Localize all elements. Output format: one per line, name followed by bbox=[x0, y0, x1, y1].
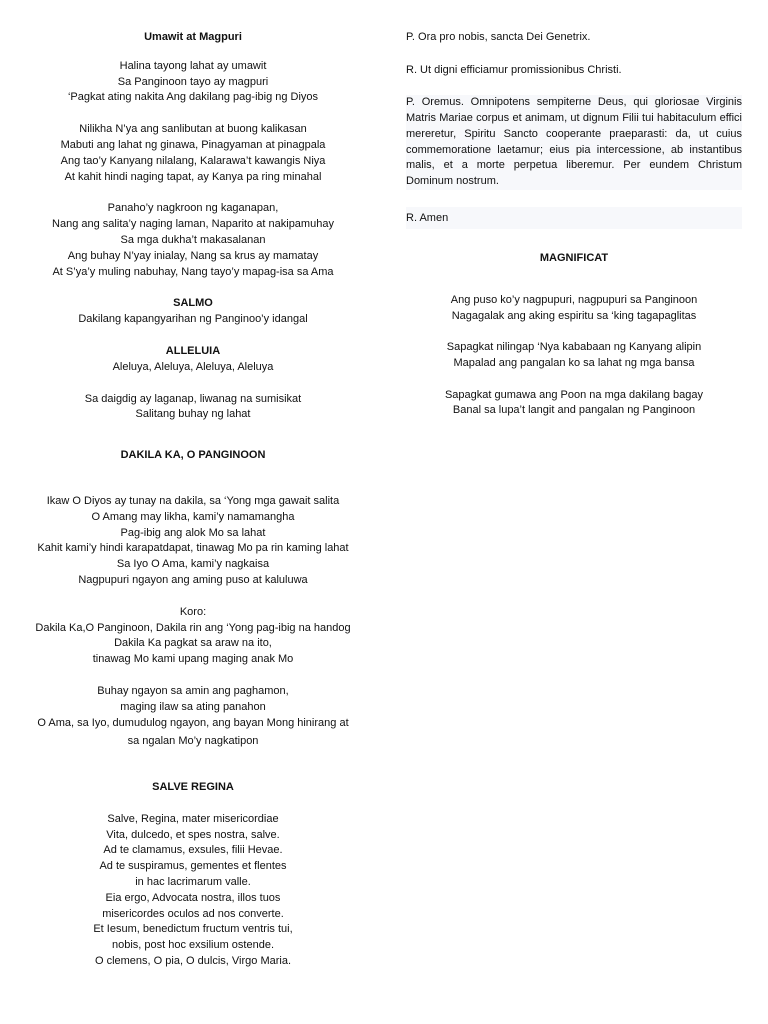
lyric-line: Pag-ibig ang alok Mo sa lahat bbox=[120, 526, 266, 539]
alleluia-verse-line: Sa daigdig ay laganap, liwanag na sumisikat bbox=[84, 392, 302, 405]
dakila-koro bbox=[18, 605, 368, 668]
lyric-line: Mapalad ang pangalan ko sa lahat ng mga bansa bbox=[453, 356, 695, 369]
magnificat-title: MAGNIFICAT bbox=[539, 251, 609, 264]
prayer-line: Vita, dulcedo, et spes nostra, salve. bbox=[106, 828, 280, 841]
lyric-line: Sapagkat nilingap ‘Nya kababaan ng Kanyang alipin bbox=[446, 341, 702, 354]
lyric-line: ‘Pagkat ating nakita Ang dakilang pag-ibig ng Diyos bbox=[67, 91, 319, 104]
lyric-line: tinawag Mo kami upang maging anak Mo bbox=[92, 653, 294, 666]
lyric-line: Sa mga dukha’t makasalanan bbox=[120, 233, 266, 246]
lyric-line: Nagagalak ang aking espiritu sa ‘king tagapaglitas bbox=[451, 309, 697, 322]
dakila-stanza-1 bbox=[18, 494, 368, 589]
lyric-line: maging ilaw sa ating panahon bbox=[120, 700, 266, 713]
prayer-r1: R. Ut digni efficiamur promissionibus Christi. bbox=[406, 63, 622, 76]
lyric-line: Ang buhay N’yay inialay, Nang sa krus ay mamatay bbox=[67, 249, 319, 262]
lyric-line: Nilikha N’ya ang sanlibutan at buong kalikasan bbox=[79, 123, 307, 136]
lyric-line: Buhay ngayon sa amin ang paghamon, bbox=[97, 684, 289, 697]
umawit-stanza-2 bbox=[18, 122, 368, 185]
prayer-amen: R. Amen bbox=[406, 207, 742, 229]
lyric-line: Nang ang salita’y naging laman, Naparito at nakipamuhay bbox=[52, 218, 334, 231]
dakila-stanza-2 bbox=[18, 684, 368, 750]
salve-title: SALVE REGINA bbox=[152, 781, 234, 794]
lyric-line: At kahit hindi naging tapat, ay Kanya pa ring minahal bbox=[64, 170, 322, 183]
alleluia-line: Aleluya, Aleluya, Aleluya, Aleluya bbox=[112, 360, 274, 373]
lyric-line: At S’ya’y muling nabuhay, Nang tayo’y mapag-isa sa Ama bbox=[52, 265, 334, 278]
lyric-line: Dakila Ka,O Panginoon, Dakila rin ang ‘Yong pag-ibig na handog bbox=[35, 621, 351, 634]
lyric-line: Banal sa lupa’t langit and pangalan ng Panginoon bbox=[452, 404, 696, 417]
lyric-line: O Amang may likha, kami’y namamangha bbox=[91, 510, 295, 523]
lyric-line: Mabuti ang lahat ng ginawa, Pinagyaman at pinagpala bbox=[60, 138, 326, 151]
lyric-line: Nagpupuri ngayon ang aming puso at kaluluwa bbox=[78, 573, 308, 586]
prayer-line: Et Iesum, benedictum fructum ventris tui, bbox=[93, 923, 293, 936]
umawit-stanza-3 bbox=[18, 201, 368, 280]
lyric-line: Sa Iyo O Ama, kami’y nagkaisa bbox=[116, 558, 270, 571]
prayer-line: O clemens, O pia, O dulcis, Virgo Maria. bbox=[94, 955, 292, 968]
prayer-line: Ad te clamamus, exsules, filii Hevae. bbox=[103, 844, 283, 857]
alleluia-title: ALLELUIA bbox=[165, 344, 221, 357]
magnificat-stanza-3 bbox=[406, 388, 742, 419]
lyric-line: Halina tayong lahat ay umawit bbox=[119, 59, 267, 72]
lyric-line: Dakila Ka pagkat sa araw na ito, bbox=[114, 637, 272, 650]
koro-label: Koro: bbox=[179, 605, 207, 618]
lyric-line: Ang tao’y Kanyang nilalang, Kalarawa’t kawangis Niya bbox=[60, 154, 326, 167]
prayer-line: nobis, post hoc exsilium ostende. bbox=[111, 939, 275, 952]
lyric-line: Panaho’y nagkroon ng kaganapan, bbox=[107, 202, 279, 215]
salmo-title: SALMO bbox=[173, 297, 213, 310]
right-column bbox=[406, 30, 742, 419]
magnificat-stanza-1 bbox=[406, 293, 742, 324]
lyric-line: O Ama, sa Iyo, dumudulog ngayon, ang bayan Mong hinirang at bbox=[37, 716, 349, 729]
magnificat-stanza-2 bbox=[406, 340, 742, 371]
dakila-title: DAKILA KA, O PANGINOON bbox=[120, 449, 266, 462]
prayer-p1: P. Ora pro nobis, sancta Dei Genetrix. bbox=[406, 31, 591, 43]
prayer-line: misericordes oculos ad nos converte. bbox=[102, 907, 284, 920]
lyric-line: Sapagkat gumawa ang Poon na mga dakilang bagay bbox=[444, 388, 704, 401]
lyric-line: Ikaw O Diyos ay tunay na dakila, sa ‘Yong mga gawait salita bbox=[46, 494, 340, 507]
prayer-line: in hac lacrimarum valle. bbox=[135, 876, 251, 889]
alleluia-verse-line: Salitang buhay ng lahat bbox=[135, 408, 251, 421]
prayer-oremus: P. Oremus. Omnipotens sempiterne Deus, qui gloriosae Virginis Matris Mariae corpus et animam, ut dignum Filii tui habitaculum effici mereretur, Spiritu Sancto cooperante praeparasti: da, ut cuius commemoratione laetamur; eius pia intercessione, ab instantibus malis, et a morte perpetua liberemur. Per eundem Christum Dominum nostrum. bbox=[406, 95, 742, 190]
lyric-line: Sa Panginoon tayo ay magpuri bbox=[117, 75, 269, 88]
lyric-line: Ang puso ko’y nagpupuri, nagpupuri sa Panginoon bbox=[450, 294, 698, 307]
left-column bbox=[18, 30, 368, 970]
lyric-line: sa ngalan Mo’y nagkatipon bbox=[127, 735, 259, 748]
salve-lines bbox=[18, 812, 368, 970]
umawit-title: Umawit at Magpuri bbox=[144, 31, 242, 43]
lyric-line: Kahit kami’y hindi karapatdapat, tinawag Mo pa rin kaming lahat bbox=[37, 542, 349, 555]
umawit-stanza-1 bbox=[18, 59, 368, 106]
salmo-line: Dakilang kapangyarihan ng Panginoo’y idangal bbox=[78, 313, 308, 326]
prayer-line: Eia ergo, Advocata nostra, illos tuos bbox=[105, 891, 281, 904]
prayer-line: Ad te suspiramus, gementes et flentes bbox=[99, 860, 287, 873]
prayer-line: Salve, Regina, mater misericordiae bbox=[107, 812, 279, 825]
